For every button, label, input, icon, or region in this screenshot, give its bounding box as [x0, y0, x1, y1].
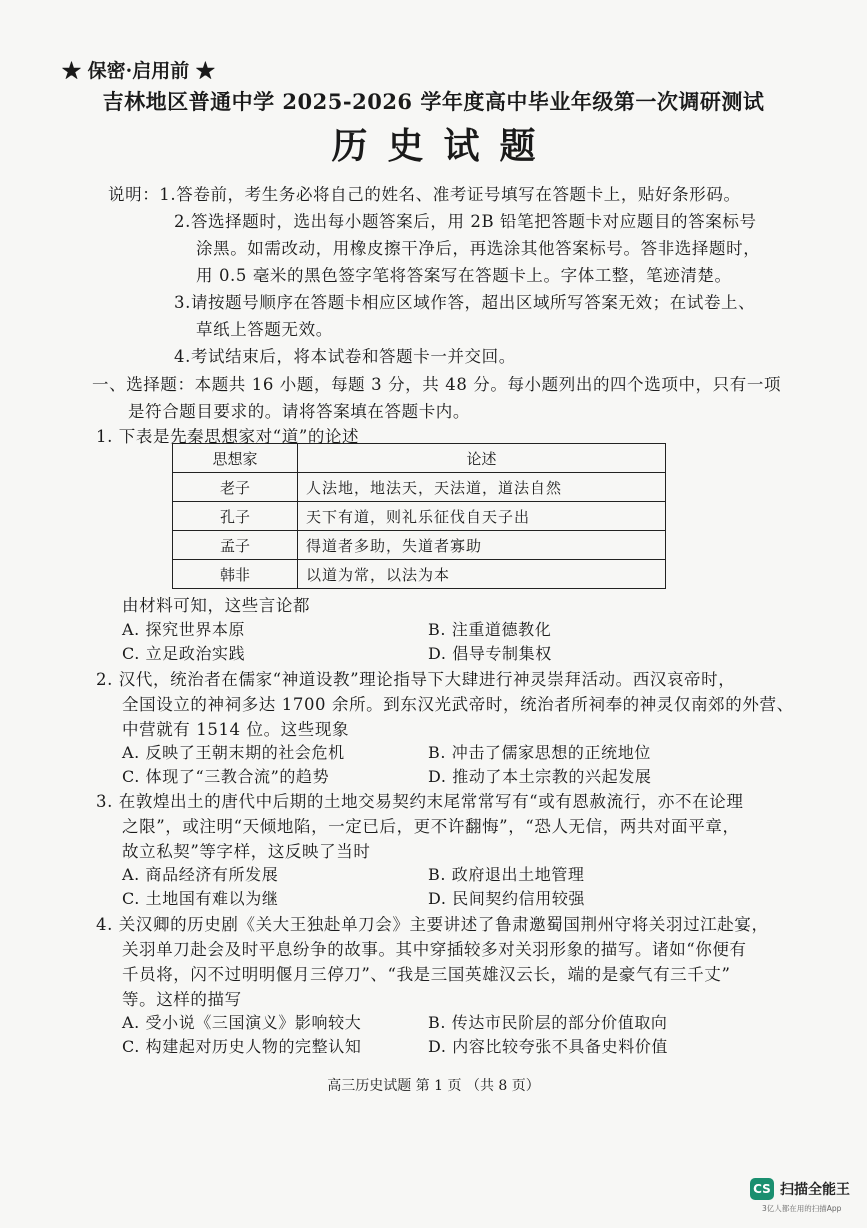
scanner-watermark [750, 1178, 850, 1200]
question-stem: 全国设立的神祠多达 1700 余所。到东汉光武帝时，统治者所祠奉的神灵仅南郊的外营、 [122, 695, 794, 714]
question-stem: 4. 关汉卿的历史剧《关大王独赴单刀会》主要讲述了鲁肃邀蜀国荆州守将关羽过江赴宴， [96, 915, 769, 934]
scanner-app-name: 扫描全能王 [780, 1182, 850, 1198]
option-c: C. 构建起对历史人物的完整认知 [122, 1037, 362, 1056]
instruction-line: 2.答选择题时，选出每小题答案后，用 2B 铅笔把答题卡对应题目的答案标号 [174, 212, 757, 231]
option-b: B. 注重道德教化 [428, 620, 552, 639]
section-line: 是符合题目要求的。请将答案填在答题卡内。 [128, 402, 470, 421]
option-c: C. 体现了“三教合流”的趋势 [122, 767, 330, 786]
instruction-line: 用 0.5 毫米的黑色签字笔将答案写在答题卡上。字体工整，笔迹清楚。 [196, 266, 732, 285]
instruction-line: 涂黑。如需改动，用橡皮擦干净后，再选涂其他答案标号。答非选择题时， [196, 239, 761, 258]
option-d: D. 倡导专制集权 [428, 644, 552, 663]
option-a: A. 受小说《三国演义》影响较大 [122, 1013, 362, 1032]
table-cell: 孟子 [173, 531, 298, 560]
camscanner-logo-icon: CS [750, 1178, 774, 1200]
option-b: B. 政府退出土地管理 [428, 865, 585, 884]
table-row [173, 473, 666, 502]
table-cell: 天下有道，则礼乐征伐自天子出 [298, 502, 666, 531]
confidential-mark: ★ 保密·启用前 ★ [62, 60, 215, 82]
section-line: 一、选择题：本题共 16 小题，每题 3 分，共 48 分。每小题列出的四个选项中，只有一项 [92, 375, 782, 394]
scanner-app-tagline: 3亿人都在用的扫描App [762, 1204, 842, 1213]
question-stem: 之限”，或注明“天倾地陷，一定已后，更不许翻悔”，“恐人无信，两共对面平章， [122, 817, 740, 836]
option-d: D. 民间契约信用较强 [428, 889, 586, 908]
instruction-line: 草纸上答题无效。 [196, 320, 333, 339]
table-row [173, 502, 666, 531]
option-b: B. 传达市民阶层的部分价值取向 [428, 1013, 668, 1032]
option-a: A. 商品经济有所发展 [122, 865, 279, 884]
instruction-line: 4.考试结束后，将本试卷和答题卡一并交回。 [174, 347, 516, 366]
instruction-line: 说明：1.答卷前，考生务必将自己的姓名、准考证号填写在答题卡上，贴好条形码。 [108, 185, 741, 204]
table-row [173, 560, 666, 589]
question-prompt: 由材料可知，这些言论都 [122, 596, 311, 615]
table-header: 思想家 [173, 444, 298, 473]
question-stem: 关羽单刀赴会及时平息纷争的故事。其中穿插较多对关羽形象的描写。诸如“你便有 [122, 940, 747, 959]
question-stem: 千员将，闪不过明明偃月三停刀”、“我是三国英雄汉云长，端的是豪气有三千丈” [122, 965, 731, 984]
question-stem: 等。这样的描写 [122, 990, 242, 1009]
option-c: C. 土地国有难以为继 [122, 889, 279, 908]
instruction-line: 3.请按题号顺序在答题卡相应区域作答，超出区域所写答案无效；在试卷上、 [174, 293, 756, 312]
table-cell: 得道者多助，失道者寡助 [298, 531, 666, 560]
question-stem: 3. 在敦煌出土的唐代中后期的土地交易契约末尾常常写有“或有恩赦流行，亦不在论理 [96, 792, 744, 811]
table-cell: 韩非 [173, 560, 298, 589]
exam-subtitle: 吉林地区普通中学 2025-2026 学年度高中毕业年级第一次调研测试 [102, 89, 765, 114]
question-stem: 1. 下表是先秦思想家对“道”的论述 [96, 427, 360, 446]
option-c: C. 立足政治实践 [122, 644, 246, 663]
table-row [173, 531, 666, 560]
exam-title: 历史试题 [331, 125, 556, 167]
option-a: A. 探究世界本原 [122, 620, 246, 639]
page-footer: 高三历史试题 第 1 页 （共 8 页） [327, 1078, 540, 1094]
question-stem: 故立私契”等字样，这反映了当时 [122, 842, 371, 861]
option-a: A. 反映了王朝末期的社会危机 [122, 743, 345, 762]
option-b: B. 冲击了儒家思想的正统地位 [428, 743, 651, 762]
thinkers-table [172, 443, 666, 589]
table-cell: 以道为常，以法为本 [298, 560, 666, 589]
table-cell: 人法地，地法天，天法道，道法自然 [298, 473, 666, 502]
table-cell: 老子 [173, 473, 298, 502]
question-stem: 中营就有 1514 位。这些现象 [122, 720, 350, 739]
table-header: 论述 [298, 444, 666, 473]
table-cell: 孔子 [173, 502, 298, 531]
option-d: D. 推动了本土宗教的兴起发展 [428, 767, 652, 786]
table-header-row [173, 444, 666, 473]
option-d: D. 内容比较夸张不具备史料价值 [428, 1037, 669, 1056]
question-stem: 2. 汉代，统治者在儒家“神道设教”理论指导下大肆进行神灵崇拜活动。西汉哀帝时， [96, 670, 736, 689]
